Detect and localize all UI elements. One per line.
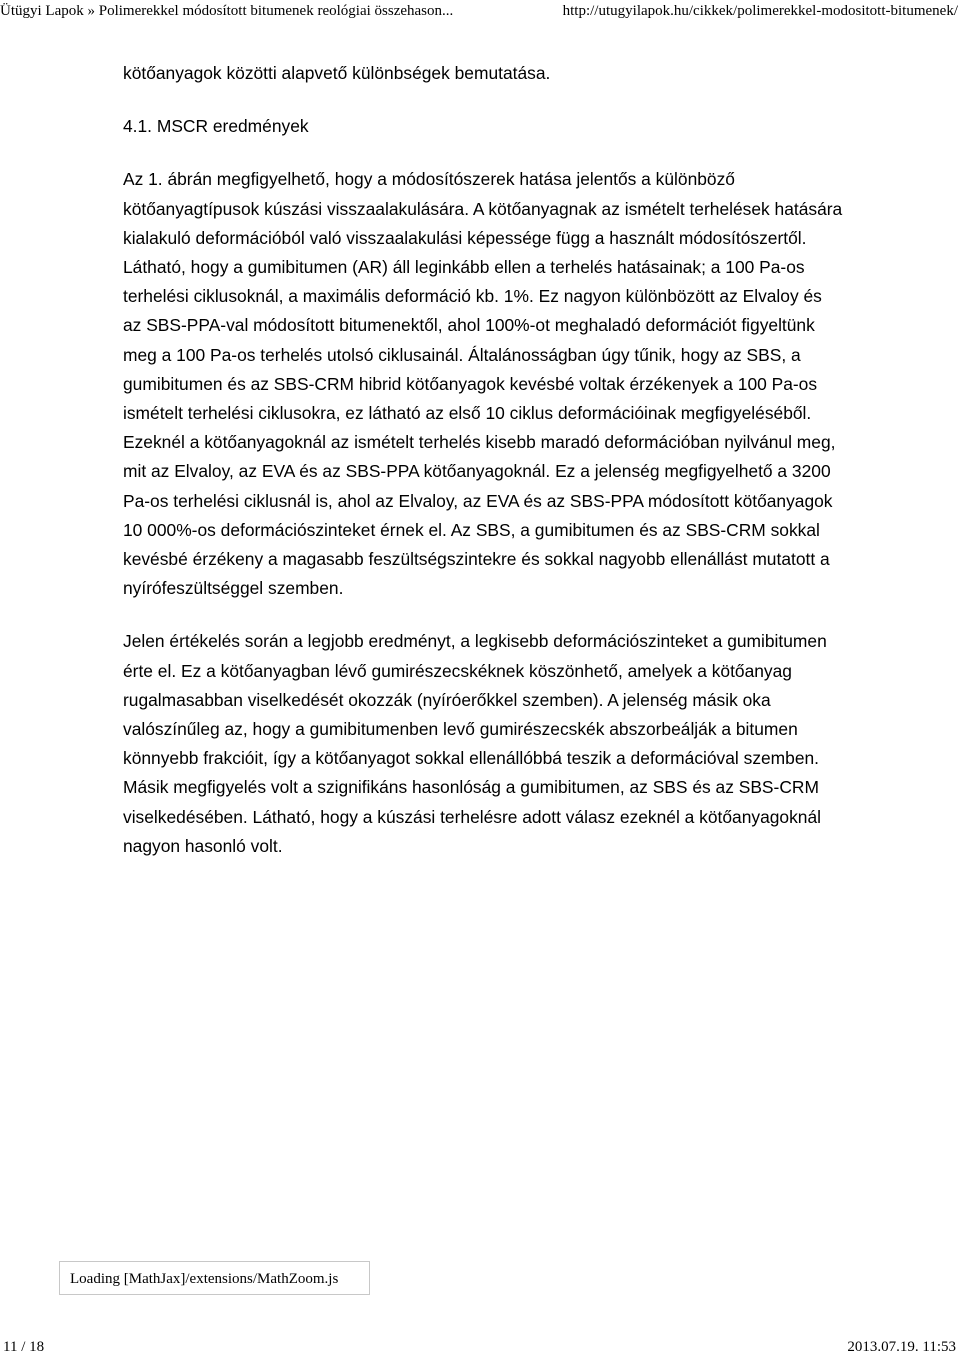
section-heading: 4.1. MSCR eredmények	[123, 116, 309, 137]
page-number: 11 / 18	[3, 1339, 45, 1355]
paragraph-2: Jelen értékelés során a legjobb eredményt, a legkisebb deformációszinteket a gumibitumen érte el. Ez a kötőanyagban lévő gumirészecskéknek köszönhető, amelyek a kötőanyag rugalmasabban viselkedését okozzák (nyíróerőkkel szemben). A jelenség másik oka valószínűleg az, hogy a gumibitumenben levő gumirészecskék abszorbeálják a bitumen könnyebb frakcióit, így a kötőanyagot sokkal ellenállóbbá teszik a deformációval szemben. Másik megfigyelés volt a szignifikáns hasonlóság a gumibitumen, az SBS és az SBS-CRM viselkedésében. Látható, hogy a kúszási terhelésre adott válasz ezeknél a kötőanyagoknál nagyon hasonló volt.	[123, 631, 827, 856]
print-header	[0, 0, 960, 22]
page-url[interactable]: http://utugyilapok.hu/cikkek/polimerekkel-modositott-bitumenek/	[562, 3, 958, 19]
paragraph-1: Az 1. ábrán megfigyelhető, hogy a módosítószerek hatása jelentős a különböző kötőanyagtípusok kúszási visszaalakulására. A kötőanyagnak az ismételt terhelések hatására kialakuló deformációból való visszaalakulási képessége függ a használt módosítószertől. Látható, hogy a gumibitumen (AR) áll leginkább ellen a terhelés hatásainak; a 100 Pa-os terhelési ciklusoknál, a maximális deformáció kb. 1%. Ez nagyon különbözött az Elvaloy és az SBS-PPA-val módosított bitumenektől, ahol 100%-ot meghaladó deformációt figyeltünk meg a 100 Pa-os terhelés utolsó ciklusainál. Általánosságban úgy tűnik, hogy az SBS, a gumibitumen és az SBS-CRM hibrid kötőanyagok kevésbé voltak érzékenyek a 100 Pa-os ismételt terhelési ciklusokra, ez látható az első 10 ciklus deformációinak megfigyeléséből. Ezeknél a kötőanyagoknál az ismételt terhelés kisebb maradó deformációban nyilvánul meg, mit az Elvaloy, az EVA és az SBS-PPA kötőanyagoknál. Ez a jelenség megfigyelhető a 3200 Pa-os terhelési ciklusnál is, ahol az Elvaloy, az EVA és az SBS-PPA módosított kötőanyagok 10 000%-os deformációszinteket érnek el. Az SBS, a gumibitumen és az SBS-CRM sokkal kevésbé érzékeny a magasabb feszültségszintekre és sokkal nagyobb ellenállást mutatott a nyírófeszültséggel szemben.	[123, 169, 843, 599]
print-footer	[0, 1334, 960, 1356]
print-datetime: 2013.07.19. 11:53	[847, 1339, 956, 1355]
mathjax-status-text: Loading [MathJax]/extensions/MathZoom.js	[70, 1271, 339, 1287]
lead-text: kötőanyagok közötti alapvető különbségek bemutatása.	[123, 63, 551, 83]
mathjax-status-box	[59, 1261, 370, 1295]
article-body	[123, 59, 843, 861]
page-title: Ütügyi Lapok » Polimerekkel módosított bitumenek reológiai összehason...	[0, 3, 454, 19]
